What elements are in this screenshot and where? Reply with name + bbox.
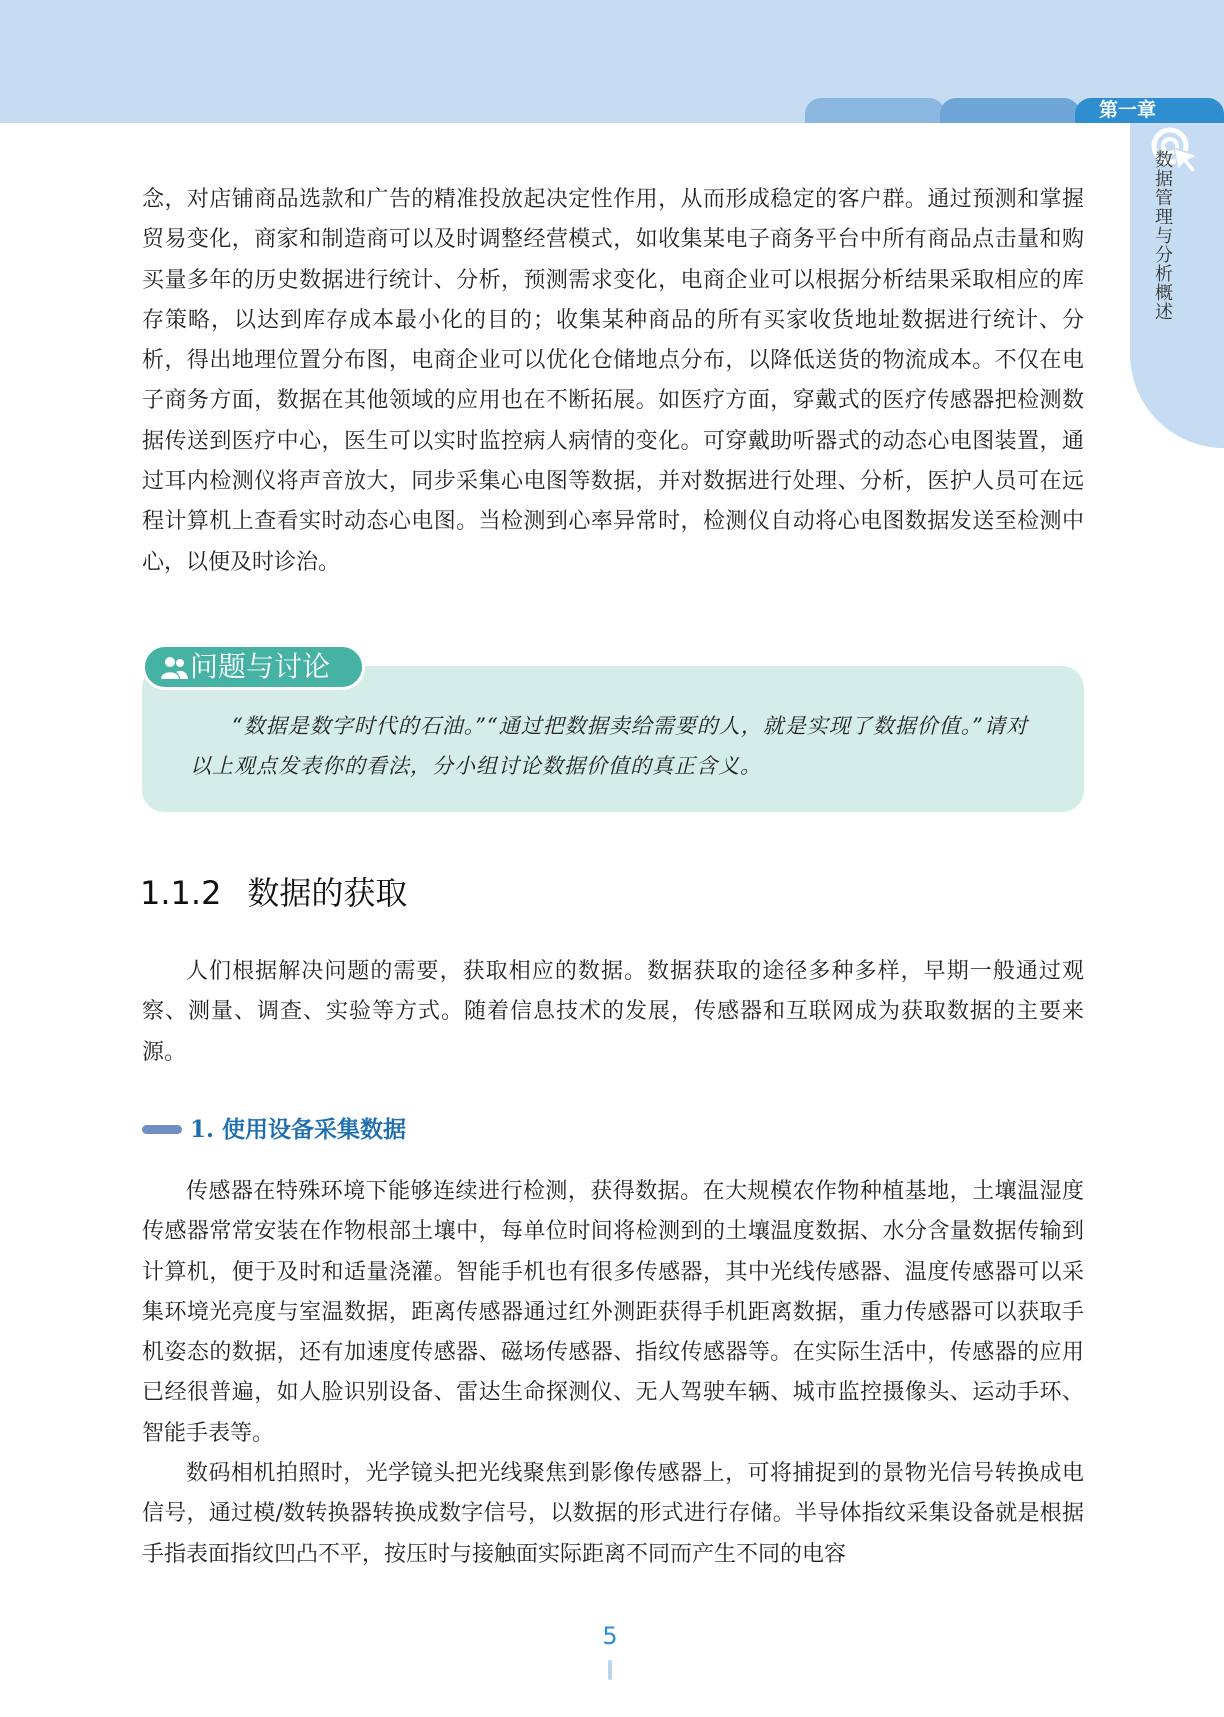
page-number: 5	[602, 1622, 618, 1650]
section-title: 数据的获取	[247, 874, 408, 912]
discussion-badge-label: 问题与讨论	[190, 650, 331, 683]
paragraph-data-acquisition: 人们根据解决问题的需要，获取相应的数据。数据获取的途径多种多样，早期一般通过观察、测量、调查、实验等方式。随着信息技术的发展，传感器和互联网成为获取数据的主要来源。	[142, 959, 1084, 1065]
subsection-heading	[142, 1113, 406, 1147]
discussion-badge	[142, 644, 365, 690]
header-tab-decor-2	[940, 98, 1080, 123]
discussion-text: “数据是数字时代的石油。”“通过把数据卖给需要的人，就是实现了数据价值。”请对以上观点发表你的看法，分小组讨论数据价值的真正含义。	[190, 714, 1028, 778]
subsection-bar	[142, 1125, 182, 1134]
header-tab-decor-1	[805, 98, 945, 123]
paragraph-ecommerce-medical: 念，对店铺商品选款和广告的精准投放起决定性作用，从而形成稳定的客户群。通过预测和掌握贸易变化，商家和制造商可以及时调整经营模式，如收集某电子商务平台中所有商品点击量和购买量多年的历史数据进行统计、分析，预测需求变化，电商企业可以根据分析结果采取相应的库存策略，以达到库存成本最小化的目的；收集某种商品的所有买家收货地址数据进行统计、分析，得出地理位置分布图，电商企业可以优化仓储地点分布，以降低送货的物流成本。不仅在电子商务方面，数据在其他领域的应用也在不断拓展。如医疗方面，穿戴式的医疗传感器把检测数据传送到医疗中心，医生可以实时监控病人病情的变化。可穿戴助听器式的动态心电图装置，通过耳内检测仪将声音放大，同步采集心电图等数据，并对数据进行处理、分析，医护人员可在远程计算机上查看实时动态心电图。当检测到心率异常时，检测仪自动将心电图数据发送至检测中心，以便及时诊治。	[142, 187, 1084, 575]
subsection-title: 1. 使用设备采集数据	[190, 1116, 407, 1143]
section-heading	[140, 868, 407, 914]
chapter-tab	[1075, 98, 1224, 123]
paragraph-sensors: 传感器在特殊环境下能够连续进行检测，获得数据。在大规模农作物种植基地，土壤温湿度传感器常常安装在作物根部土壤中，每单位时间将检测到的土壤温度数据、水分含量数据传输到计算机，便于及时和适量浇灌。智能手机也有很多传感器，其中光线传感器、温度传感器可以采集环境光亮度与室温数据，距离传感器通过红外测距获得手机距离数据，重力传感器可以获取手机姿态的数据，还有加速度传感器、磁场传感器、指纹传感器等。在实际生活中，传感器的应用已经很普遍，如人脸识别设备、雷达生命探测仪、无人驾驶车辆、城市监控摄像头、运动手环、智能手表等。	[142, 1179, 1084, 1446]
page-number-mark	[608, 1660, 612, 1680]
paragraph-digital-camera: 数码相机拍照时，光学镜头把光线聚焦到影像传感器上，可将捕捉到的景物光信号转换成电信号，通过模/数转换器转换成数字信号，以数据的形式进行存储。半导体指纹采集设备就是根据手指表面指纹凹凸不平，按压时与接触面实际距离不同而产生不同的电容	[142, 1461, 1084, 1567]
people-icon	[159, 655, 189, 681]
section-number: 1.1.2	[140, 874, 222, 912]
chapter-label: 第一章	[1099, 99, 1157, 121]
side-chapter-title: 数据管理与分析概述	[1152, 150, 1173, 321]
